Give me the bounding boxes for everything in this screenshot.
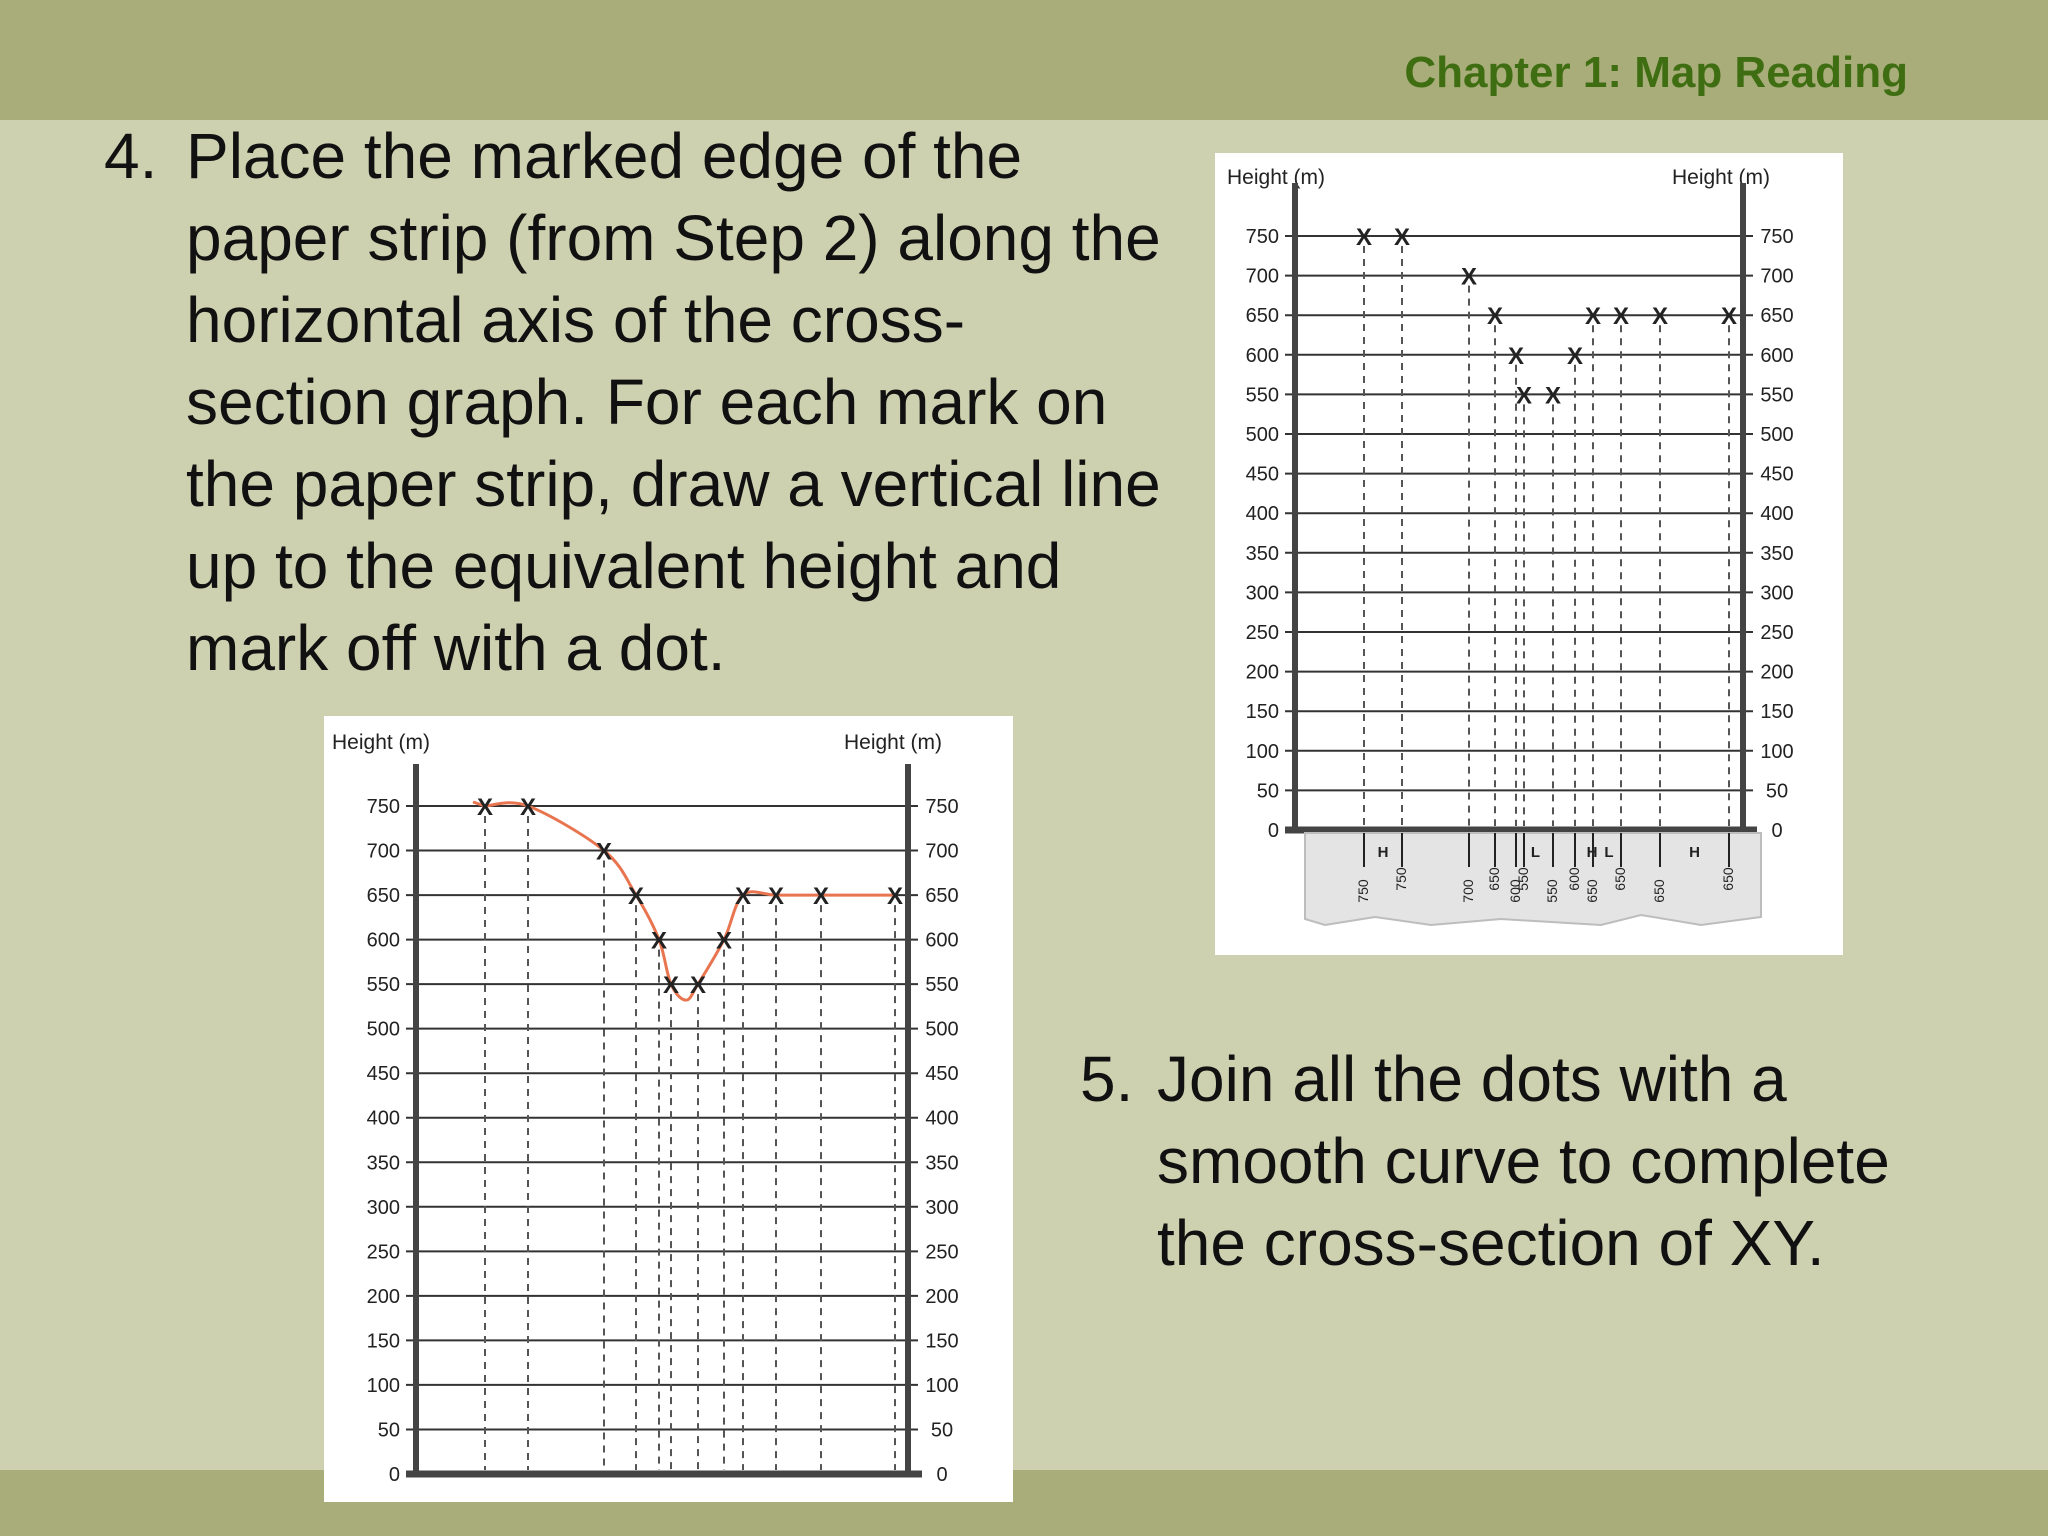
right-tick-label-600: 600 <box>925 929 959 952</box>
point-marker-10: X <box>767 883 785 911</box>
right-tick-label-300: 300 <box>1760 582 1794 605</box>
right-tick-label-400: 400 <box>1760 503 1794 526</box>
left-tick-label-300: 300 <box>366 1196 400 1219</box>
right-tick-label-250: 250 <box>1760 622 1794 644</box>
right-axis-title: Height (m) <box>1671 166 1770 189</box>
left-tick-label-0: 0 <box>1267 820 1279 842</box>
point-marker-2: X <box>1393 224 1411 251</box>
right-tick-label-200: 200 <box>925 1285 959 1308</box>
left-tick-label-400: 400 <box>1245 503 1279 526</box>
strip-marker-h-1: H <box>1377 844 1389 861</box>
step-5 <box>1080 1038 1980 1284</box>
strip-height-label-11: 650 <box>1651 879 1667 903</box>
step-5-number: 5. <box>1080 1043 1134 1115</box>
right-tick-label-750: 750 <box>1760 226 1794 248</box>
point-marker-2: X <box>519 794 537 821</box>
right-tick-label-350: 350 <box>1760 542 1794 565</box>
right-tick-label-550: 550 <box>1760 384 1794 407</box>
strip-height-label-12: 650 <box>1720 867 1736 891</box>
right-tick-label-700: 700 <box>925 840 959 863</box>
right-tick-label-300: 300 <box>925 1196 959 1219</box>
left-axis-title: Height (m) <box>332 731 431 754</box>
step-4-number: 4. <box>104 120 158 192</box>
point-marker-10: X <box>1612 303 1630 331</box>
step-5-text: Join all the dots with a smooth curve to complete the cross-section of XY. <box>1157 1043 1890 1279</box>
strip-height-label-4: 650 <box>1486 867 1502 891</box>
strip-marker-h-5: H <box>1689 844 1700 861</box>
point-marker-11: X <box>1651 303 1669 331</box>
left-tick-label-200: 200 <box>366 1285 400 1308</box>
right-tick-label-0: 0 <box>936 1464 948 1486</box>
step-4-text: Place the marked edge of the paper strip (from Step 2) along the horizontal axis of the cross-section graph. For each mark on the paper strip, draw a vertical line up to the equivalent height and mark off with a dot. <box>186 120 1161 684</box>
left-tick-label-150: 150 <box>366 1330 400 1353</box>
point-marker-5: X <box>1507 342 1525 370</box>
point-marker-8: X <box>1566 342 1584 370</box>
left-axis-title: Height (m) <box>1227 166 1326 189</box>
left-tick-label-200: 200 <box>1245 661 1279 684</box>
left-tick-label-250: 250 <box>366 1241 400 1264</box>
right-tick-label-450: 450 <box>1760 463 1794 486</box>
left-tick-label-0: 0 <box>388 1464 400 1486</box>
strip-height-label-1: 750 <box>1355 879 1371 903</box>
right-tick-label-550: 550 <box>925 974 959 997</box>
point-marker-12: X <box>886 883 904 911</box>
left-tick-label-50: 50 <box>377 1419 400 1442</box>
left-tick-label-100: 100 <box>1245 740 1279 763</box>
right-tick-label-100: 100 <box>1760 740 1794 763</box>
left-tick-label-600: 600 <box>1245 344 1279 367</box>
right-tick-label-200: 200 <box>1760 661 1794 684</box>
point-marker-12: X <box>1720 303 1738 331</box>
chapter-title: Chapter 1: Map Reading <box>1404 48 1908 97</box>
point-marker-9: X <box>734 883 752 911</box>
left-tick-label-250: 250 <box>1245 622 1279 644</box>
bottom-banner <box>0 1470 2048 1536</box>
right-tick-label-600: 600 <box>1760 344 1794 367</box>
left-tick-label-300: 300 <box>1245 582 1279 605</box>
strip-height-label-9: 650 <box>1584 879 1600 903</box>
point-marker-7: X <box>689 972 707 1000</box>
right-tick-label-100: 100 <box>925 1374 959 1397</box>
right-tick-label-500: 500 <box>925 1018 959 1041</box>
right-tick-label-150: 150 <box>1760 701 1794 724</box>
right-tick-label-400: 400 <box>925 1107 959 1130</box>
strip-height-label-8: 600 <box>1566 867 1582 891</box>
strip-height-label-6: 550 <box>1515 867 1531 891</box>
left-tick-label-400: 400 <box>366 1107 400 1130</box>
strip-marker-h-3: H <box>1586 844 1598 861</box>
right-tick-label-700: 700 <box>1760 265 1794 288</box>
right-tick-label-650: 650 <box>1760 305 1794 328</box>
right-tick-label-650: 650 <box>925 885 959 908</box>
left-tick-label-650: 650 <box>366 885 400 908</box>
right-tick-label-250: 250 <box>925 1241 959 1264</box>
cross-section-chart-svg <box>324 716 1013 1502</box>
left-tick-label-500: 500 <box>366 1018 400 1041</box>
left-tick-label-750: 750 <box>1245 226 1279 248</box>
strip-height-label-10: 650 <box>1612 867 1628 891</box>
right-axis-title: Height (m) <box>843 731 942 754</box>
plotted-points-chart <box>1215 153 1843 955</box>
point-marker-1: X <box>1355 224 1373 251</box>
point-marker-7: X <box>1544 382 1562 410</box>
left-tick-label-550: 550 <box>366 974 400 997</box>
point-marker-11: X <box>812 883 830 911</box>
right-tick-label-150: 150 <box>925 1330 959 1353</box>
plotted-points-chart-svg <box>1215 153 1843 955</box>
left-tick-label-600: 600 <box>366 929 400 952</box>
strip-marker-l-2: L <box>1530 844 1541 861</box>
left-tick-label-550: 550 <box>1245 384 1279 407</box>
strip-height-label-3: 700 <box>1460 879 1476 903</box>
cross-section-curve <box>473 802 895 1000</box>
right-tick-label-0: 0 <box>1771 820 1783 842</box>
point-marker-6: X <box>662 972 680 1000</box>
right-tick-label-500: 500 <box>1760 424 1794 446</box>
left-tick-label-100: 100 <box>366 1374 400 1397</box>
left-tick-label-750: 750 <box>366 796 400 818</box>
left-tick-label-50: 50 <box>1256 780 1279 803</box>
point-marker-6: X <box>1515 382 1533 410</box>
point-marker-5: X <box>650 927 668 955</box>
left-tick-label-650: 650 <box>1245 305 1279 328</box>
step-4 <box>104 115 1164 689</box>
left-tick-label-450: 450 <box>366 1063 400 1086</box>
right-tick-label-750: 750 <box>925 796 959 818</box>
right-tick-label-50: 50 <box>930 1419 954 1442</box>
left-tick-label-350: 350 <box>1245 542 1279 565</box>
strip-height-label-2: 750 <box>1393 867 1409 891</box>
point-marker-8: X <box>715 927 733 955</box>
left-tick-label-700: 700 <box>1245 265 1279 288</box>
point-marker-3: X <box>595 838 613 866</box>
point-marker-3: X <box>1460 263 1478 291</box>
right-tick-label-50: 50 <box>1765 780 1789 803</box>
point-marker-4: X <box>627 883 645 911</box>
left-tick-label-150: 150 <box>1245 701 1279 724</box>
right-tick-label-450: 450 <box>925 1063 959 1086</box>
left-tick-label-700: 700 <box>366 840 400 863</box>
right-tick-label-350: 350 <box>925 1152 959 1175</box>
cross-section-chart <box>324 716 1013 1502</box>
strip-marker-l-4: L <box>1604 844 1614 861</box>
left-tick-label-500: 500 <box>1245 424 1279 446</box>
point-marker-4: X <box>1486 303 1504 331</box>
strip-height-label-7: 550 <box>1544 879 1560 903</box>
left-tick-label-350: 350 <box>366 1152 400 1175</box>
strip-height-label-5: 600 <box>1507 879 1523 903</box>
left-tick-label-450: 450 <box>1245 463 1279 486</box>
point-marker-9: X <box>1584 303 1602 331</box>
point-marker-1: X <box>476 794 494 821</box>
